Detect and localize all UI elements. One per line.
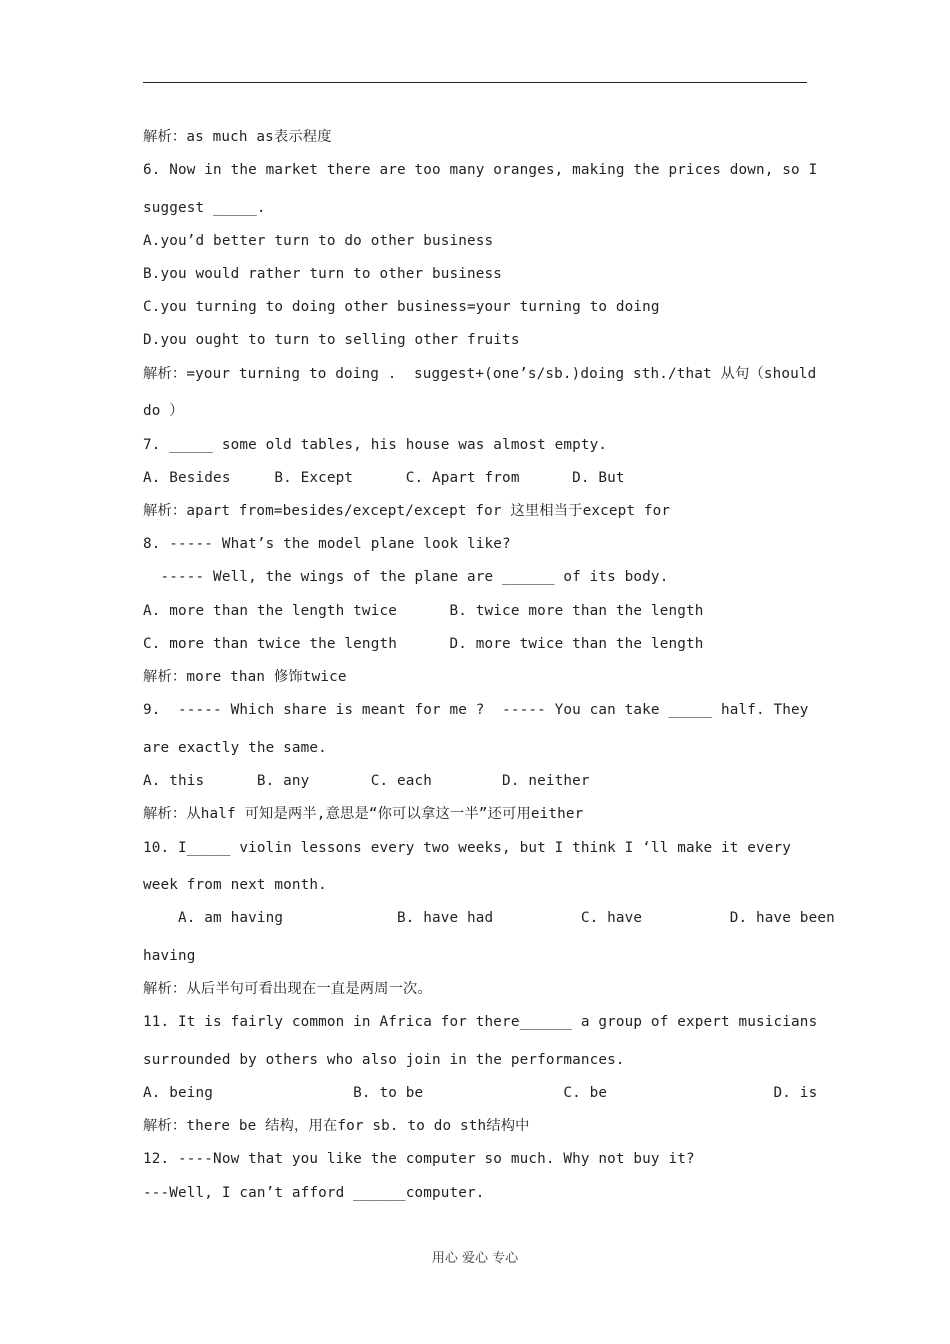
- text-line: week from next month.: [143, 877, 327, 893]
- text-line: 解析：从后半句可看出现在一直是两周一次。: [143, 981, 432, 997]
- text-line: suggest _____.: [143, 200, 266, 216]
- text-line: C. more than twice the length D. more twice than the length: [143, 636, 704, 652]
- text-line: ----- Well, the wings of the plane are ______ of its body.: [143, 569, 669, 585]
- text-line: 解析：more than 修饰twice: [143, 669, 347, 685]
- text-line: A. more than the length twice B. twice more than the length: [143, 603, 704, 619]
- text-line: 6. Now in the market there are too many oranges, making the prices down, so I: [143, 162, 818, 178]
- text-line: D.you ought to turn to selling other fruits: [143, 332, 520, 348]
- text-line: A. this B. any C. each D. neither: [143, 773, 590, 789]
- text-line: 解析：as much as表示程度: [143, 129, 332, 145]
- text-line: 11. It is fairly common in Africa for there______ a group of expert musicians: [143, 1014, 818, 1030]
- text-line: 解析：apart from=besides/except/except for 这里相当于except for: [143, 503, 671, 519]
- text-line: A. Besides B. Except C. Apart from D. But: [143, 470, 625, 486]
- header-rule: [143, 82, 807, 83]
- text-line: 7. _____ some old tables, his house was almost empty.: [143, 437, 608, 453]
- text-line: are exactly the same.: [143, 740, 327, 756]
- text-line: having: [143, 948, 196, 964]
- text-line: 解析：there be 结构，用在for sb. to do sth结构中: [143, 1118, 530, 1134]
- text-line: A.you’d better turn to do other business: [143, 233, 494, 249]
- text-line: ---Well, I can’t afford ______computer.: [143, 1185, 485, 1201]
- text-line: A. am having B. have had C. have D. have been: [143, 910, 835, 926]
- text-line: do ）: [143, 403, 184, 419]
- text-line: 9. ----- Which share is meant for me ? ----- You can take _____ half. They: [143, 702, 809, 718]
- page-footer: 用心 爱心 专心: [431, 1251, 519, 1266]
- text-line: 解析：=your turning to doing . suggest+(one’s/sb.)doing sth./that 从句（should: [143, 366, 817, 382]
- text-line: C.you turning to doing other business=your turning to doing: [143, 299, 660, 315]
- text-line: 12. ----Now that you like the computer so much. Why not buy it?: [143, 1151, 695, 1167]
- text-line: A. being B. to be C. be D. is: [143, 1085, 818, 1101]
- text-line: 解析：从half 可知是两半,意思是“你可以拿这一半”还可用either: [143, 806, 584, 822]
- text-line: 10. I_____ violin lessons every two weeks, but I think I ‘ll make it every: [143, 840, 792, 856]
- text-line: B.you would rather turn to other business: [143, 266, 503, 282]
- text-line: 8. ----- What’s the model plane look like?: [143, 536, 511, 552]
- text-line: surrounded by others who also join in the performances.: [143, 1052, 625, 1068]
